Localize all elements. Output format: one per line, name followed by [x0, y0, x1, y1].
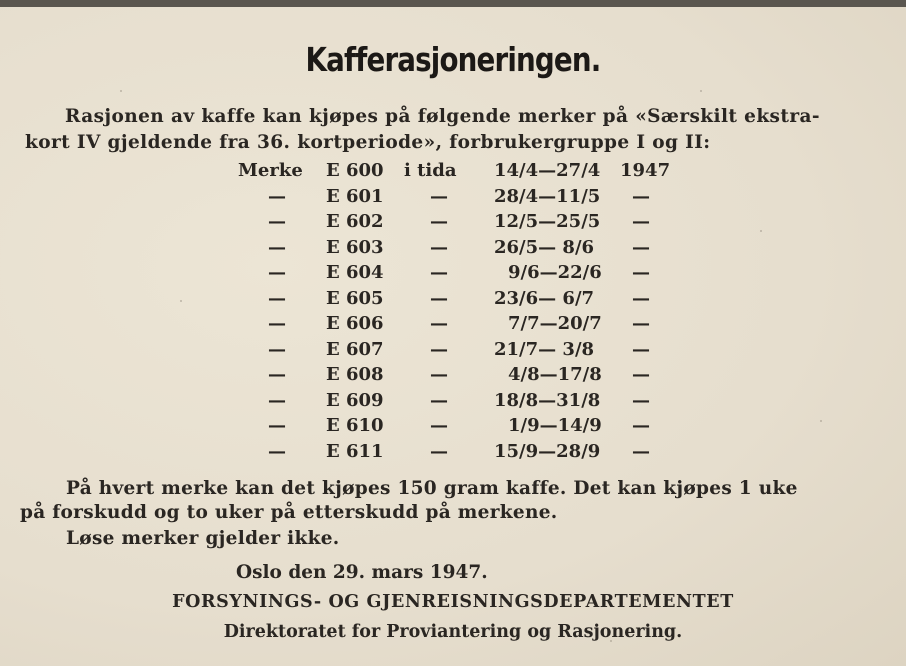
ration-stamp-schedule — [0, 160, 906, 470]
date-range: 9/6—22/6 — [508, 262, 602, 283]
schedule-tail: — — [632, 287, 650, 309]
schedule-lead: — — [268, 262, 286, 283]
stamp-code: E 604 — [326, 262, 384, 283]
schedule-row — [0, 237, 906, 263]
date-range: 15/9—28/9 — [494, 440, 601, 462]
schedule-tail: — — [632, 338, 650, 360]
schedule-tail: — — [632, 211, 650, 232]
schedule-mid: i tida — [404, 160, 457, 181]
stamp-code: E 601 — [326, 185, 384, 207]
schedule-lead: — — [268, 389, 286, 411]
schedule-lead: — — [268, 364, 286, 385]
schedule-mid: — — [430, 389, 448, 411]
schedule-lead: — — [268, 236, 286, 258]
date-range: 18/8—31/8 — [494, 389, 601, 411]
schedule-lead: — — [268, 415, 286, 436]
schedule-tail: — — [632, 415, 650, 436]
stamp-code: E 606 — [326, 313, 384, 334]
stamp-code: E 603 — [326, 236, 384, 258]
stamp-code: E 608 — [326, 364, 384, 385]
schedule-lead: — — [268, 211, 286, 232]
top-border-rule — [0, 0, 906, 7]
department-signature: FORSYNINGS- OG GJENREISNINGSDEPARTEMENTET — [172, 592, 734, 612]
schedule-mid: — — [430, 185, 448, 207]
schedule-row — [0, 364, 906, 390]
schedule-row — [0, 186, 906, 212]
schedule-mid: — — [430, 313, 448, 334]
schedule-row — [0, 415, 906, 441]
schedule-mid: — — [430, 338, 448, 360]
schedule-tail: — — [632, 262, 650, 283]
schedule-row — [0, 441, 906, 467]
stamp-code: E 609 — [326, 389, 384, 411]
schedule-row — [0, 211, 906, 237]
paper-speck — [120, 90, 122, 92]
schedule-tail: — — [632, 389, 650, 411]
schedule-lead: — — [268, 313, 286, 334]
date-range: 23/6— 6/7 — [494, 287, 595, 309]
stamp-code: E 602 — [326, 211, 384, 232]
schedule-lead: Merke — [238, 160, 303, 181]
schedule-mid: — — [430, 236, 448, 258]
date-range: 12/5—25/5 — [494, 211, 601, 232]
schedule-row — [0, 390, 906, 416]
loose-stamps-paragraph: Løse merker gjelder ikke. — [66, 528, 340, 549]
advance-paragraph: på forskudd og to uker på etterskudd på merkene. — [20, 502, 558, 523]
stamp-code: E 607 — [326, 338, 384, 360]
stamp-code: E 610 — [326, 415, 384, 436]
date-range: 28/4—11/5 — [494, 185, 601, 207]
intro-line-1: Rasjonen av kaffe kan kjøpes på følgende merker på «Særskilt ekstra- — [65, 106, 820, 127]
directorate-signature: Direktoratet for Proviantering og Rasjonering. — [223, 622, 683, 642]
date-range: 4/8—17/8 — [508, 364, 602, 385]
schedule-tail: 1947 — [620, 160, 671, 181]
schedule-row — [0, 288, 906, 314]
stamp-code: E 611 — [326, 440, 384, 462]
schedule-lead: — — [268, 287, 286, 309]
date-range: 26/5— 8/6 — [494, 236, 595, 258]
schedule-lead: — — [268, 338, 286, 360]
schedule-mid: — — [430, 440, 448, 462]
schedule-mid: — — [430, 211, 448, 232]
schedule-row — [0, 313, 906, 339]
schedule-lead: — — [268, 185, 286, 207]
schedule-tail: — — [632, 236, 650, 258]
schedule-mid: — — [430, 262, 448, 283]
schedule-tail: — — [632, 440, 650, 462]
date-range: 7/7—20/7 — [508, 313, 602, 334]
schedule-row — [0, 262, 906, 288]
schedule-mid: — — [430, 415, 448, 436]
schedule-mid: — — [430, 364, 448, 385]
notice-title: Kafferasjoneringen. — [305, 40, 601, 79]
date-range: 21/7— 3/8 — [494, 338, 595, 360]
dateline: Oslo den 29. mars 1947. — [236, 562, 488, 583]
schedule-row — [0, 160, 906, 186]
paper-speck — [700, 90, 702, 92]
schedule-tail: — — [632, 313, 650, 334]
amount-paragraph: På hvert merke kan det kjøpes 150 gram kaffe. Det kan kjøpes 1 uke — [66, 478, 798, 499]
schedule-row — [0, 339, 906, 365]
date-range: 14/4—27/4 — [494, 160, 601, 181]
schedule-mid: — — [430, 287, 448, 309]
date-range: 1/9—14/9 — [508, 415, 602, 436]
schedule-tail: — — [632, 364, 650, 385]
intro-line-2: kort IV gjeldende fra 36. kortperiode», forbrukergruppe I og II: — [25, 132, 711, 153]
stamp-code: E 600 — [326, 160, 384, 181]
schedule-tail: — — [632, 185, 650, 207]
schedule-lead: — — [268, 440, 286, 462]
stamp-code: E 605 — [326, 287, 384, 309]
